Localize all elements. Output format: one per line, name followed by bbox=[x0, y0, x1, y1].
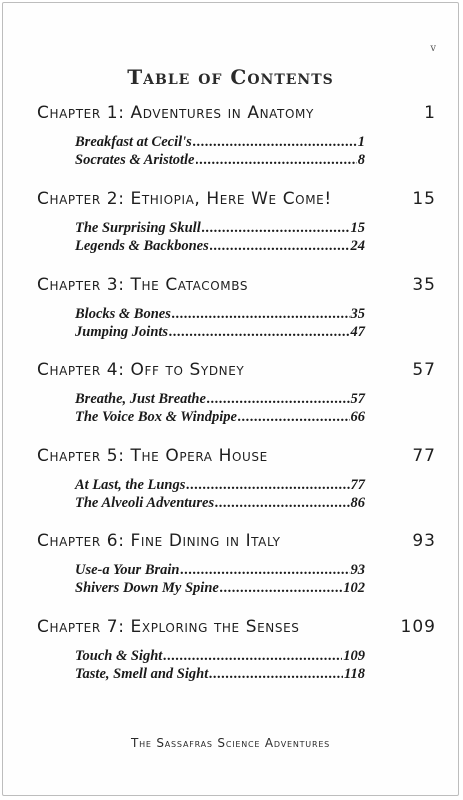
entry-page-number: 15 bbox=[350, 220, 365, 236]
toc-entry bbox=[75, 476, 365, 494]
toc-entry bbox=[75, 665, 365, 683]
entry-title: Use-a Your Brain bbox=[75, 562, 180, 578]
toc-entry bbox=[75, 579, 365, 597]
dot-leader bbox=[209, 665, 343, 683]
toc-entry bbox=[75, 390, 365, 408]
toc-entry bbox=[75, 647, 365, 665]
chapter-title: Chapter 6: Fine Dining in Italy bbox=[37, 531, 281, 551]
toc-entry bbox=[75, 305, 365, 323]
chapter-entries bbox=[75, 305, 365, 341]
chapter-4 bbox=[37, 360, 436, 426]
chapter-heading bbox=[37, 275, 436, 295]
entry-page-number: 35 bbox=[350, 306, 365, 322]
entry-title: The Surprising Skull bbox=[75, 220, 201, 236]
chapter-page-number: 15 bbox=[412, 189, 436, 209]
entry-title: The Voice Box & Windpipe bbox=[75, 409, 237, 425]
dot-leader bbox=[163, 647, 342, 665]
dot-leader bbox=[180, 561, 349, 579]
entry-title: Blocks & Bones bbox=[75, 306, 171, 322]
chapter-7 bbox=[37, 617, 436, 683]
toc-entry bbox=[75, 151, 365, 169]
dot-leader bbox=[215, 494, 349, 512]
chapter-page-number: 109 bbox=[400, 617, 436, 637]
chapter-entries bbox=[75, 561, 365, 597]
chapter-3 bbox=[37, 275, 436, 341]
chapter-6 bbox=[37, 531, 436, 597]
dot-leader bbox=[207, 390, 350, 408]
dot-leader bbox=[220, 579, 342, 597]
chapter-entries bbox=[75, 476, 365, 512]
entry-page-number: 47 bbox=[350, 324, 365, 340]
entry-page-number: 57 bbox=[350, 391, 365, 407]
chapter-entries bbox=[75, 390, 365, 426]
entry-title: Taste, Smell and Sight bbox=[75, 666, 209, 682]
chapter-title: Chapter 1: Adventures in Anatomy bbox=[37, 103, 314, 123]
chapter-title: Chapter 2: Ethiopia, Here We Come! bbox=[37, 189, 332, 209]
dot-leader bbox=[172, 305, 350, 323]
chapter-title: Chapter 4: Off to Sydney bbox=[37, 360, 245, 380]
chapter-1 bbox=[37, 103, 436, 169]
chapter-title: Chapter 3: The Catacombs bbox=[37, 275, 249, 295]
dot-leader bbox=[196, 151, 357, 169]
toc-entry bbox=[75, 561, 365, 579]
page-number: v bbox=[430, 43, 436, 54]
entry-page-number: 118 bbox=[344, 666, 365, 682]
page-title: Table of Contents bbox=[127, 65, 334, 89]
dot-leader bbox=[202, 219, 350, 237]
chapter-5 bbox=[37, 446, 436, 512]
entry-title: Breakfast at Cecil's bbox=[75, 134, 192, 150]
entry-title: Socrates & Aristotle bbox=[75, 152, 195, 168]
entry-page-number: 86 bbox=[350, 495, 365, 511]
entry-page-number: 66 bbox=[350, 409, 365, 425]
chapter-page-number: 57 bbox=[412, 360, 436, 380]
toc-entry bbox=[75, 323, 365, 341]
toc-entry bbox=[75, 408, 365, 426]
chapter-page-number: 1 bbox=[424, 103, 436, 123]
chapter-entries bbox=[75, 647, 365, 683]
entry-page-number: 77 bbox=[350, 477, 365, 493]
book-page bbox=[2, 2, 459, 796]
chapter-title: Chapter 7: Exploring the Senses bbox=[37, 617, 300, 637]
entry-title: Shivers Down My Spine bbox=[75, 580, 219, 596]
entry-page-number: 102 bbox=[343, 580, 365, 596]
entry-title: Legends & Backbones bbox=[75, 238, 209, 254]
entry-title: Touch & Sight bbox=[75, 648, 163, 664]
chapter-heading bbox=[37, 360, 436, 380]
chapter-heading bbox=[37, 189, 436, 209]
entry-title: At Last, the Lungs bbox=[75, 477, 186, 493]
dot-leader bbox=[186, 476, 349, 494]
chapter-entries bbox=[75, 133, 365, 169]
entry-page-number: 93 bbox=[350, 562, 365, 578]
toc-entry bbox=[75, 494, 365, 512]
chapter-page-number: 93 bbox=[412, 531, 436, 551]
entry-title: Breathe, Just Breathe bbox=[75, 391, 206, 407]
chapter-title: Chapter 5: The Opera House bbox=[37, 446, 268, 466]
running-footer: The Sassafras Science Adventures bbox=[130, 736, 331, 750]
toc-entry bbox=[75, 237, 365, 255]
chapter-heading bbox=[37, 531, 436, 551]
chapter-page-number: 35 bbox=[412, 275, 436, 295]
entry-title: The Alveoli Adventures bbox=[75, 495, 215, 511]
dot-leader bbox=[169, 323, 349, 341]
toc-entry bbox=[75, 133, 365, 151]
chapter-heading bbox=[37, 103, 436, 123]
chapter-2 bbox=[37, 189, 436, 255]
entry-title: Jumping Joints bbox=[75, 324, 169, 340]
chapter-entries bbox=[75, 219, 365, 255]
dot-leader bbox=[193, 133, 357, 151]
chapter-heading bbox=[37, 617, 436, 637]
chapter-page-number: 77 bbox=[412, 446, 436, 466]
dot-leader bbox=[210, 237, 350, 255]
toc-entry bbox=[75, 219, 365, 237]
entry-page-number: 1 bbox=[357, 134, 365, 150]
entry-page-number: 8 bbox=[357, 152, 365, 168]
chapter-heading bbox=[37, 446, 436, 466]
entry-page-number: 24 bbox=[350, 238, 365, 254]
entry-page-number: 109 bbox=[343, 648, 365, 664]
dot-leader bbox=[238, 408, 350, 426]
